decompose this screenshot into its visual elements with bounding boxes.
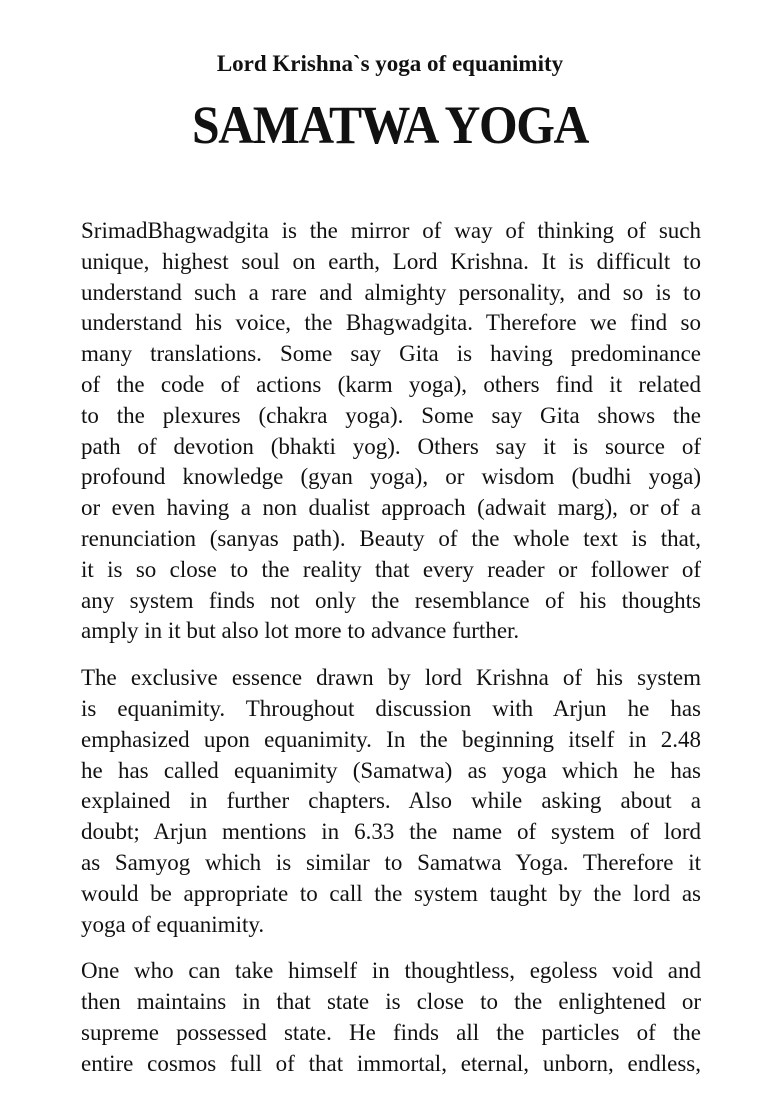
text-line: then maintains in that state is close to the enlightened or [81,989,701,1015]
text-line: SrimadBhagwadgita is the mirror of way of thinking of such [81,218,701,243]
paragraph-1 [81,216,701,647]
text-line: The exclusive essence drawn by lord Krishna of his system [81,665,701,691]
text-line: many translations. Some say Gita is having predominance [81,341,701,367]
text-line: emphasized upon equanimity. In the beginning itself in 2.48 [81,726,701,752]
text-line: explained in further chapters. Also while asking about a [81,788,701,814]
text-line: path of devotion (bhakti yog). Others say it is source of [81,433,701,459]
text-line: any system finds not only the resemblance of his thoughts [81,587,701,613]
text-line: is equanimity. Throughout discussion with Arjun he has [81,695,701,721]
text-line: doubt; Arjun mentions in 6.33 the name of system of lord [81,819,701,845]
text-line: profound knowledge (gyan yoga), or wisdom (budhi yoga) [81,464,701,490]
text-line: yoga of equanimity. [81,911,265,937]
text-line: renunciation (sanyas path). Beauty of the whole text is that, [81,525,701,551]
page-subtitle: Lord Krishna`s yoga of equanimity [216,51,564,76]
text-line: understand such a rare and almighty personality, and so is to [81,279,701,305]
text-line: supreme possessed state. He finds all the particles of the [81,1019,701,1045]
text-line: unique, highest soul on earth, Lord Krishna. It is difficult to [81,248,701,274]
text-line: of the code of actions (karm yoga), others find it related [81,371,701,397]
text-line: amply in it but also lot more to advance further. [81,618,520,644]
page-title: SAMATWA YOGA [191,95,589,155]
text-line: it is so close to the reality that every reader or follower of [81,556,701,582]
text-line: entire cosmos full of that immortal, eternal, unborn, endless, [81,1050,701,1076]
text-line: understand his voice, the Bhagwadgita. Therefore we find so [81,310,701,336]
text-line: would be appropriate to call the system taught by the lord as [81,880,701,906]
paragraph-2 [81,663,701,940]
paragraph-3 [81,956,701,1079]
text-line: or even having a non dualist approach (adwait marg), or of a [81,495,701,521]
text-line: One who can take himself in thoughtless, egoless void and [81,958,701,984]
text-line: he has called equanimity (Samatwa) as yoga which he has [81,757,701,783]
text-line: to the plexures (chakra yoga). Some say Gita shows the [81,402,701,428]
text-line: as Samyog which is similar to Samatwa Yoga. Therefore it [81,849,701,875]
body-text [81,216,701,1096]
